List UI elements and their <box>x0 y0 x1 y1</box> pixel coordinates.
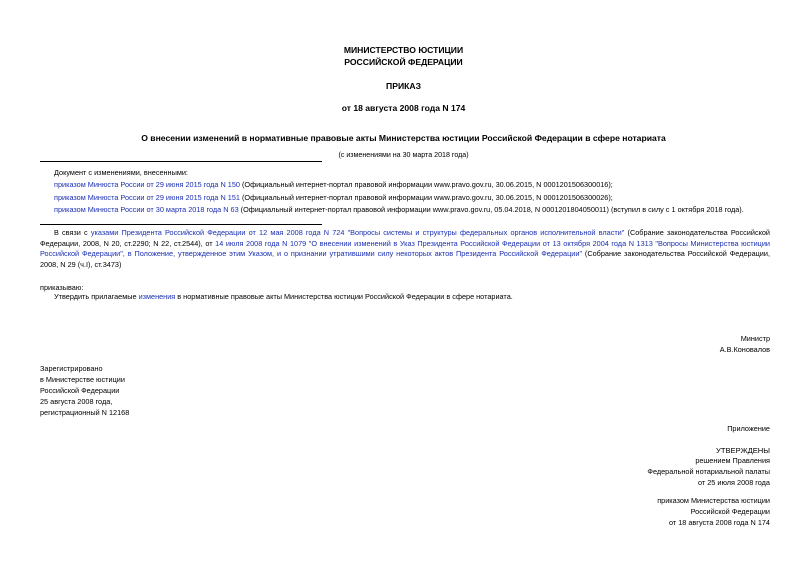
signatory-position: Министр <box>740 334 770 343</box>
preamble-paragraph <box>40 228 770 270</box>
amendments-intro: Документ с изменениями, внесенными: <box>54 168 188 177</box>
registration-line: регистрационный N 12168 <box>40 407 130 417</box>
preamble-text: В связи с <box>54 228 91 237</box>
amendment-item <box>54 205 780 214</box>
amendment-link[interactable]: приказом Минюста России от 29 июня 2015 года N 150 <box>54 180 240 190</box>
document-date-number: от 18 августа 2008 года N 174 <box>341 103 466 114</box>
order-reference-block <box>657 496 770 529</box>
document-subject: О внесении изменений в нормативные правовые акты Министерства юстиции Российской Федерации в сфере нотариата <box>141 132 666 143</box>
approve-text: в нормативные правовые акты Министерства юстиции Российской Федерации в сфере нотариата. <box>175 292 513 301</box>
signatory-name: А.В.Коновалов <box>719 344 770 354</box>
approval-line: Федеральной нотариальной палаты <box>647 467 770 477</box>
document-type: ПРИКАЗ <box>386 81 421 92</box>
approved-title: УТВЕРЖДЕНЫ <box>716 446 770 455</box>
amendment-item <box>54 180 780 189</box>
changes-link[interactable]: изменения <box>138 292 176 301</box>
approval-line: от 25 июля 2008 года <box>697 478 770 488</box>
ministry-line-2: РОССИЙСКОЙ ФЕДЕРАЦИИ <box>344 56 463 67</box>
preamble-text: (Собрание законодательства Российской Федерации, 2008, N 29 (ч.I), ст.3473) <box>40 249 770 269</box>
amendments-box <box>40 161 780 225</box>
registration-line: в Министерстве юстиции <box>40 374 125 384</box>
amendment-link[interactable]: приказом Минюста России от 29 июня 2015 года N 151 <box>54 192 240 202</box>
approve-text: Утвердить прилагаемые <box>54 292 139 301</box>
appendix-label: Приложение <box>727 424 770 433</box>
ministry-name <box>0 45 807 68</box>
decree-724-link[interactable]: указами Президента Российской Федерации от 12 мая 2008 года N 724 "Вопросы системы и структуры федеральных органов исполнительной власти" <box>90 228 625 237</box>
approval-line: решением Правления <box>695 456 770 466</box>
approve-clause <box>54 292 513 301</box>
order-line: от 18 августа 2008 года N 174 <box>668 517 770 527</box>
amendment-details: (Официальный интернет-портал правовой информации www.pravo.gov.ru, 05.04.2018, N 0001201804050011) (вступил в силу с 1 октября 2018 года). <box>238 205 744 215</box>
orders-word: приказываю: <box>40 283 84 292</box>
amendment-details: (Официальный интернет-портал правовой информации www.pravo.gov.ru, 30.06.2015, N 0001201506300026); <box>239 192 613 202</box>
amendment-item <box>54 193 780 202</box>
registration-line: Российской Федерации <box>40 385 120 395</box>
ministry-line-1: МИНИСТЕРСТВО ЮСТИЦИИ <box>343 45 464 55</box>
registration-block <box>40 364 129 419</box>
approval-block <box>647 445 770 489</box>
registration-line: Зарегистрировано <box>40 364 103 373</box>
amendment-link[interactable]: приказом Минюста России от 30 марта 2018 года N 63 <box>54 205 239 215</box>
changes-note: (с изменениями на 30 марта 2018 года) <box>338 150 469 159</box>
decree-1079-link[interactable]: 14 июля 2008 года N 1079 "О внесении изменений в Указ Президента Российской Федерации от 13 октября 2004 года N 1313 "Вопросы Министерства юстиции Российской Федерации", в Положение, утвержденное этим Указом, и о признании утратившими силу некоторых актов Президента Российской Федерации" <box>40 238 770 259</box>
preamble-text: (Собрание законодательства Российской Федерации, 2008, N 20, ст.2290; N 22, ст.2544), от <box>40 228 770 248</box>
order-line: приказом Министерства юстиции <box>657 496 770 505</box>
amendment-details: (Официальный интернет-портал правовой информации www.pravo.gov.ru, 30.06.2015, N 0001201506300016); <box>239 180 613 190</box>
signature-block <box>720 334 770 356</box>
divider-bottom <box>40 224 322 225</box>
document-header <box>0 45 807 160</box>
registration-line: 25 августа 2008 года, <box>40 396 113 406</box>
order-line: Российской Федерации <box>690 506 770 516</box>
